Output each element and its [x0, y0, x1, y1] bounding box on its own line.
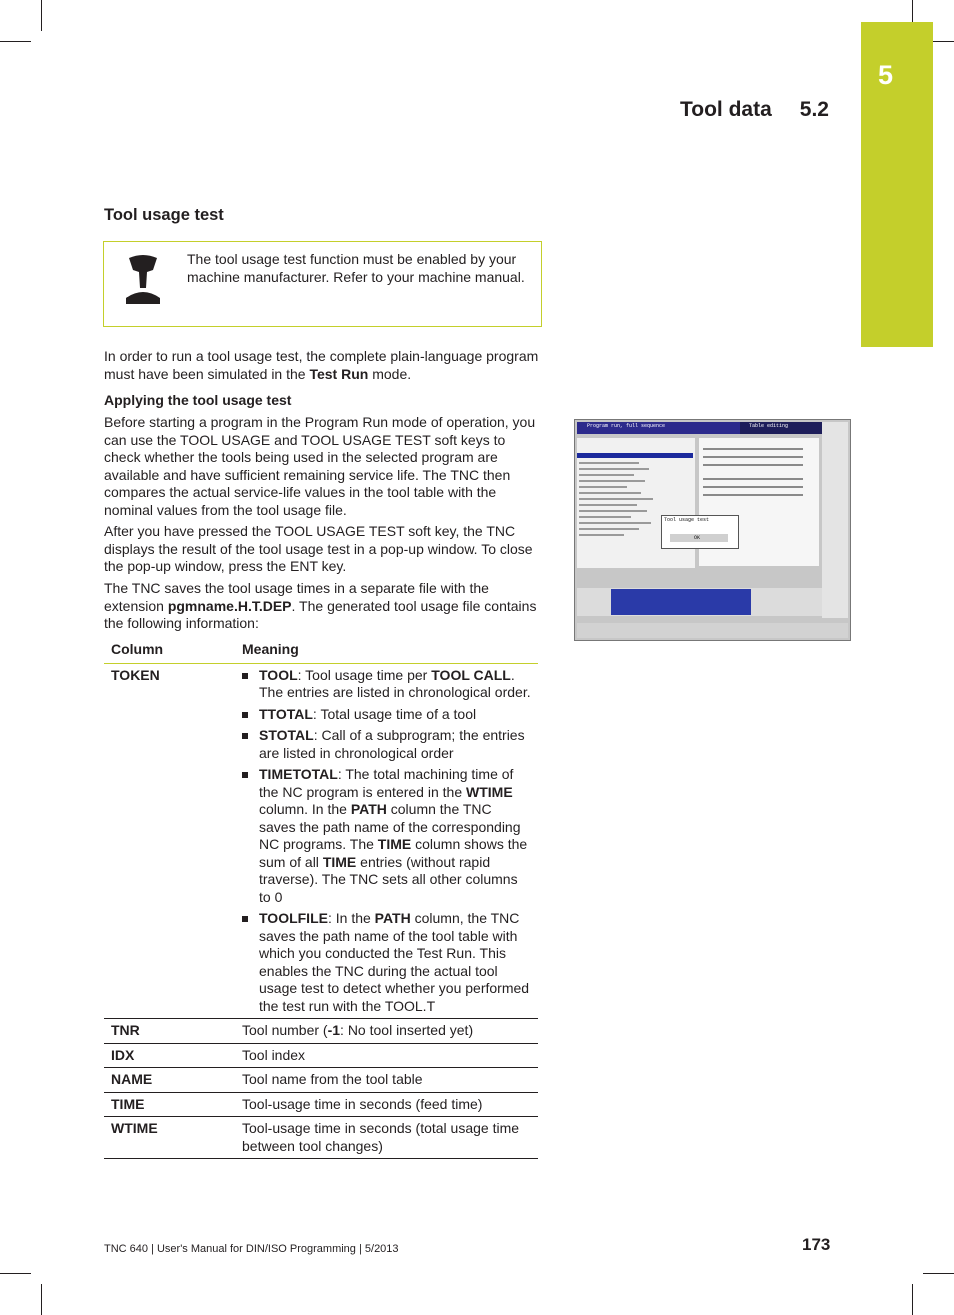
list-item: TOOL: Tool usage time per TOOL CALL. The entries are listed in chronological order.	[259, 666, 531, 700]
program-line	[579, 504, 637, 506]
manufacturer-note	[103, 241, 542, 327]
crop-mark	[41, 1284, 42, 1315]
crop-mark	[912, 1284, 913, 1315]
p3-text: The TNC saves the tool usage times in a separate file with the extension	[104, 580, 489, 614]
table-header-row	[104, 638, 538, 663]
status-line	[703, 486, 803, 488]
token-list	[242, 667, 532, 1016]
row-key: IDX	[104, 1043, 235, 1068]
popup-ok-button[interactable]	[670, 534, 728, 542]
program-line	[579, 528, 639, 530]
list-item: TIMETOTAL: The total machining time of the NC program is entered in the WTIME column. In the PATH column the TNC saves the path name of the corresponding NC programs. The TIME column shows the sum of all TIME entries (without rapid traverse). The TNC sets all other columns to 0	[259, 766, 532, 906]
header-section: 5.2	[799, 98, 829, 121]
header-title: Tool data	[680, 98, 772, 121]
note-text: The tool usage test function must be enabled by your machine manufacturer. Refer to your machine manual.	[187, 251, 525, 285]
program-line	[579, 510, 647, 512]
horizontal-softkeys	[577, 623, 848, 638]
crop-mark	[923, 1273, 954, 1274]
status-line	[703, 494, 803, 496]
row-meaning: Tool number (-1: No tool inserted yet)	[235, 1019, 538, 1044]
intro-text: In order to run a tool usage test, the complete plain-language program must have been simulated in the	[104, 348, 539, 382]
row-key: TIME	[104, 1092, 235, 1117]
row-meaning: Tool-usage time in seconds (feed time)	[235, 1092, 538, 1117]
table-row	[104, 1068, 538, 1093]
tool-usage-file-table	[104, 638, 538, 1159]
intro-paragraph	[104, 348, 540, 383]
page-number: 173	[802, 1235, 831, 1254]
table-editing-title: Table editing	[749, 423, 789, 429]
paragraph-1: Before starting a program in the Program Run mode of operation, you can use the TOOL USAGE and TOOL USAGE TEST soft keys to check whether the tools being used in the selected program are available and have sufficient remaining service life. The TNC then compares the actual service-life values in the tool table with the nominal values from the tool usage file.	[104, 414, 536, 518]
row-key: WTIME	[104, 1117, 235, 1159]
popup-ok-label: OK	[694, 535, 701, 541]
table-row	[104, 1043, 538, 1068]
status-line	[703, 464, 803, 466]
mode-title: Program run, full sequence	[587, 423, 666, 429]
vertical-softkeys	[822, 422, 848, 618]
tnc-screenshot	[574, 419, 851, 641]
program-line	[579, 462, 639, 464]
intro-text-end: mode.	[368, 365, 412, 382]
program-line	[579, 486, 627, 488]
program-line	[579, 468, 649, 470]
popup-title: Tool usage test	[664, 517, 710, 523]
test-run-term: Test Run	[309, 365, 369, 382]
footer-text: TNC 640 | User's Manual for DIN/ISO Programming | 5/2013	[104, 1243, 399, 1255]
table-row	[104, 663, 538, 1019]
program-line	[579, 516, 631, 518]
row-meaning: Tool name from the tool table	[235, 1068, 538, 1093]
chapter-number: 5	[878, 60, 894, 90]
column-header: Meaning	[235, 638, 538, 663]
list-item: TOOLFILE: In the PATH column, the TNC saves the path name of the tool table with which you conducted the Test Run. This enables the TNC during the actual tool usage test to detect whether you performed the test run with the TOOL.T	[259, 910, 532, 1015]
program-line	[579, 474, 634, 476]
status-line	[703, 456, 803, 458]
status-line	[703, 478, 803, 480]
row-key: TOKEN	[111, 666, 160, 683]
section-title: Tool usage test	[104, 206, 224, 224]
highlighted-block	[577, 453, 693, 458]
program-line	[579, 498, 653, 500]
row-meaning: Tool-usage time in seconds (total usage time between tool changes)	[235, 1117, 538, 1159]
crop-mark	[0, 41, 31, 42]
file-extension: pgmname.H.T.DEP	[167, 597, 292, 614]
status-line	[703, 448, 803, 450]
crop-mark	[41, 0, 42, 31]
list-item: STOTAL: Call of a subprogram; the entries are listed in chronological order	[259, 727, 532, 762]
running-header	[680, 98, 829, 122]
program-line	[579, 480, 645, 482]
subheading: Applying the tool usage test	[104, 392, 292, 408]
position-values	[611, 589, 681, 615]
tool-usage-test-popup	[661, 515, 739, 549]
list-item: TTOTAL: Total usage time of a tool	[259, 706, 532, 724]
chapter-tab	[861, 22, 933, 347]
row-meaning	[235, 663, 538, 1019]
program-line	[579, 492, 641, 494]
table-row	[104, 1092, 538, 1117]
crop-mark	[0, 1273, 31, 1274]
row-key: NAME	[104, 1068, 235, 1093]
column-header: Column	[104, 638, 235, 663]
machine-manufacturer-icon	[123, 254, 163, 306]
p3-text-end: . The generated tool usage file contains the following information:	[104, 597, 537, 631]
paragraph-2: After you have pressed the TOOL USAGE TEST soft key, the TNC displays the result of the tool usage test in a pop-up window. To close the pop-up window, press the ENT key.	[104, 523, 533, 574]
program-line	[579, 534, 624, 536]
table-row	[104, 1117, 538, 1159]
program-line	[579, 522, 651, 524]
row-meaning: Tool index	[235, 1043, 538, 1068]
paragraph-3	[104, 580, 540, 633]
row-key: TNR	[104, 1019, 235, 1044]
position-values-right	[681, 589, 751, 615]
table-row	[104, 1019, 538, 1044]
